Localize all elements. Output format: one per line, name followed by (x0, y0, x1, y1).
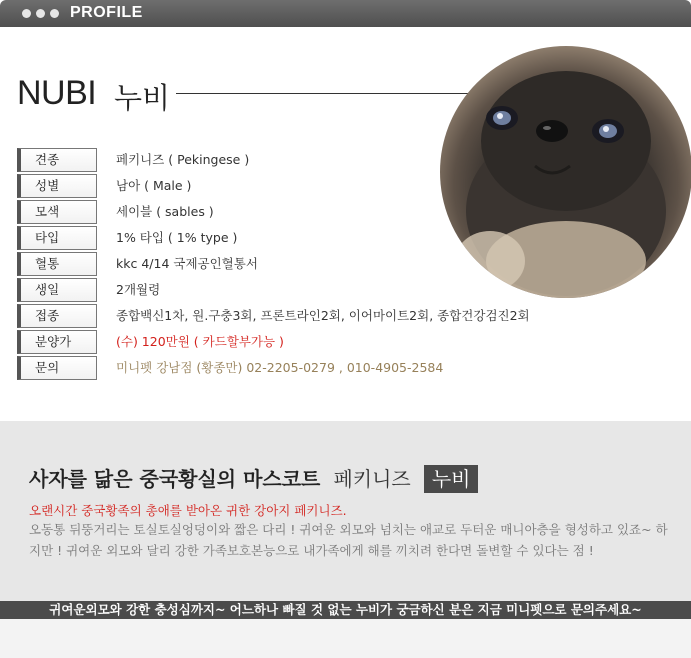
info-row-breed (17, 148, 537, 174)
dot-icon (50, 9, 59, 18)
bottom-fill (0, 619, 691, 658)
info-row-gender (17, 174, 537, 200)
info-label: 분양가 (17, 330, 97, 354)
info-label: 혈통 (17, 252, 97, 276)
info-value: kkc 4/14 국제공인혈통서 (116, 256, 258, 271)
profile-info-table (17, 148, 537, 382)
promo-description: 오동통 뒤뚱거리는 토실토실엉덩이와 짧은 다리 ! 귀여운 외모와 넘치는 애교로 두터운 매니아층을 형성하고 있죠~ 하지만 ! 귀여운 외모와 달리 강한 가족보호본능으로 내가족에게 해를 끼치려 한다면 돌변할 수 있다는 점 ! (29, 522, 668, 558)
name-english: NUBI (17, 74, 97, 112)
info-row-pedigree (17, 252, 537, 278)
headline-bold-text: 사자를 닮은 중국황실의 마스코트 (29, 467, 321, 491)
info-label: 성별 (17, 174, 97, 198)
contact-banner: 귀여운외모와 강한 충성심까지~ 어느하나 빠질 것 없는 누비가 궁금하신 분은 지금 미니펫으로 문의주세요~ (0, 601, 691, 619)
profile-header-bar (0, 0, 691, 27)
info-label: 모색 (17, 200, 97, 224)
promo-headline (29, 463, 478, 493)
info-label: 접종 (17, 304, 97, 328)
info-value: 종합백신1차, 원.구충3회, 프론트라인2회, 이어마이트2회, 종합건강검진2회 (116, 308, 530, 323)
info-label: 문의 (17, 356, 97, 380)
info-row-coat-color (17, 200, 537, 226)
info-label: 견종 (17, 148, 97, 172)
info-value: 세이블 ( sables ) (116, 204, 214, 219)
info-row-birth (17, 278, 537, 304)
price-value: (수) 120만원 ( 카드할부가능 ) (116, 334, 284, 349)
headline-breed-text: 페키니즈 (333, 467, 411, 491)
header-title: PROFILE (70, 4, 143, 21)
info-row-contact (17, 356, 537, 382)
dot-icon (22, 9, 31, 18)
name-korean: 누비 (114, 81, 171, 115)
window-dots (22, 9, 59, 18)
info-label: 생일 (17, 278, 97, 302)
info-row-price (17, 330, 537, 356)
info-value: 1% 타입 ( 1% type ) (116, 230, 238, 245)
dot-icon (36, 9, 45, 18)
info-row-type (17, 226, 537, 252)
contact-value: 미니펫 강남점 (황종만) 02-2205-0279 , 010-4905-2584 (116, 360, 444, 375)
headline-name-badge: 누비 (424, 465, 479, 493)
info-label: 타입 (17, 226, 97, 250)
promo-highlight-text: 오랜시간 중국황족의 총애를 받아온 귀한 강아지 페키니즈. (29, 503, 347, 518)
info-value: 페키니즈 ( Pekingese ) (116, 152, 250, 167)
info-row-vaccination (17, 304, 537, 330)
info-value: 2개월령 (116, 282, 161, 297)
name-divider (176, 93, 474, 94)
info-value: 남아 ( Male ) (116, 178, 192, 193)
